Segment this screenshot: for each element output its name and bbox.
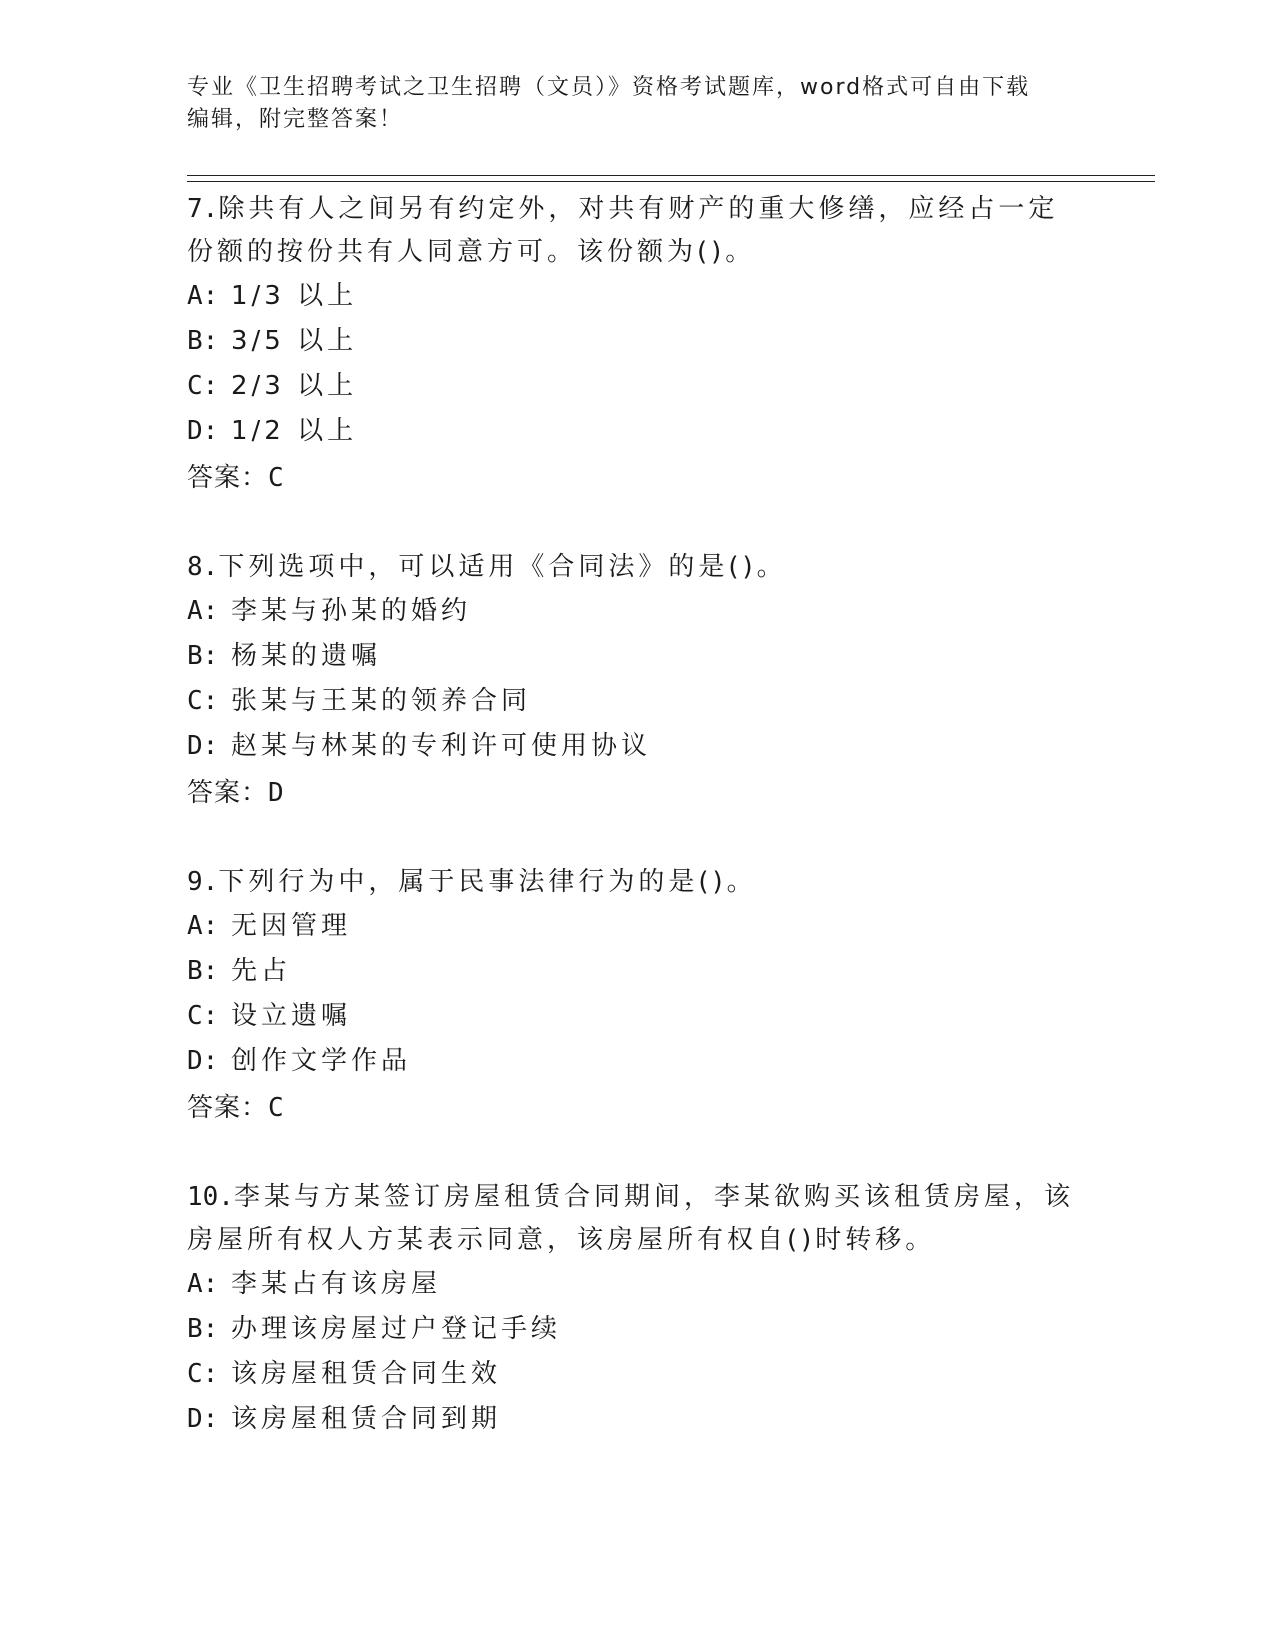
option-key: A: — [187, 281, 219, 311]
option-text: 李某占有该房屋 — [231, 1269, 442, 1299]
header-line-1: 专业《卫生招聘考试之卫生招聘（文员）》资格考试题库，word格式可自由下载 — [187, 75, 1031, 100]
question-text: 下列选项中，可以适用《合同法》的是()。 — [218, 552, 787, 582]
question-text: 下列行为中，属于民事法律行为的是()。 — [218, 867, 757, 897]
option-text: 李某与孙某的婚约 — [231, 596, 472, 626]
option-text: 张某与王某的领养合同 — [231, 686, 532, 716]
answer-value: D — [268, 778, 285, 808]
question-10 — [187, 1176, 1087, 1442]
option-key: A: — [187, 1269, 219, 1299]
question-8 — [187, 546, 1087, 816]
answer-value: C — [268, 463, 285, 493]
answer-label: 答案： — [187, 778, 269, 808]
question-stem — [187, 1176, 1087, 1262]
option-c — [187, 679, 1087, 724]
option-d — [187, 724, 1087, 769]
option-d — [187, 1039, 1087, 1084]
option-key: A: — [187, 911, 219, 941]
option-c — [187, 1352, 1087, 1397]
question-9 — [187, 861, 1087, 1131]
question-list — [187, 188, 1087, 1487]
answer-label: 答案： — [187, 463, 269, 493]
answer-value: C — [268, 1093, 285, 1123]
question-number: 7. — [187, 194, 219, 224]
option-text: 2/3 以上 — [231, 371, 358, 401]
answer-line — [187, 456, 1087, 501]
option-key: C: — [187, 1001, 219, 1031]
option-text: 杨某的遗嘱 — [231, 641, 382, 671]
header-divider-bottom — [187, 181, 1155, 182]
option-a — [187, 904, 1087, 949]
question-text: 除共有人之间另有约定外，对共有财产的重大修缮，应经占一定份额的按份共有人同意方可。该份额为()。 — [187, 194, 1059, 267]
option-text: 赵某与林某的专利许可使用协议 — [231, 731, 652, 761]
option-key: D: — [187, 1404, 219, 1434]
option-text: 设立遗嘱 — [231, 1001, 352, 1031]
answer-line — [187, 1086, 1087, 1131]
option-key: C: — [187, 686, 219, 716]
question-stem — [187, 188, 1087, 274]
option-key: B: — [187, 641, 219, 671]
question-7 — [187, 188, 1087, 501]
option-b — [187, 1307, 1087, 1352]
option-c — [187, 994, 1087, 1039]
option-text: 1/3 以上 — [231, 281, 358, 311]
header-divider-top — [187, 175, 1155, 176]
question-number: 8. — [187, 552, 219, 582]
option-key: B: — [187, 956, 219, 986]
question-stem — [187, 861, 1087, 904]
option-text: 该房屋租赁合同生效 — [231, 1359, 502, 1389]
option-key: C: — [187, 371, 219, 401]
option-a — [187, 274, 1087, 319]
question-number: 10. — [187, 1182, 234, 1212]
option-key: C: — [187, 1359, 219, 1389]
option-d — [187, 1397, 1087, 1442]
option-text: 创作文学作品 — [231, 1046, 412, 1076]
option-b — [187, 634, 1087, 679]
option-text: 先占 — [231, 956, 292, 986]
option-b — [187, 319, 1087, 364]
option-key: B: — [187, 326, 219, 356]
option-text: 1/2 以上 — [231, 416, 358, 446]
option-key: D: — [187, 1046, 219, 1076]
option-key: B: — [187, 1314, 219, 1344]
option-a — [187, 1262, 1087, 1307]
option-key: D: — [187, 731, 219, 761]
answer-label: 答案： — [187, 1093, 269, 1123]
option-key: D: — [187, 416, 219, 446]
question-number: 9. — [187, 867, 219, 897]
option-c — [187, 364, 1087, 409]
question-stem — [187, 546, 1087, 589]
option-text: 办理该房屋过户登记手续 — [231, 1314, 562, 1344]
header-line-2: 编辑，附完整答案！ — [187, 107, 404, 132]
option-b — [187, 949, 1087, 994]
document-header — [187, 72, 1087, 136]
answer-line — [187, 771, 1087, 816]
question-text: 李某与方某签订房屋租赁合同期间，李某欲购买该租赁房屋，该房屋所有权人方某表示同意，该房屋所有权自()时转移。 — [187, 1182, 1074, 1255]
option-d — [187, 409, 1087, 454]
option-text: 3/5 以上 — [231, 326, 358, 356]
option-key: A: — [187, 596, 219, 626]
option-a — [187, 589, 1087, 634]
option-text: 该房屋租赁合同到期 — [231, 1404, 502, 1434]
option-text: 无因管理 — [231, 911, 352, 941]
